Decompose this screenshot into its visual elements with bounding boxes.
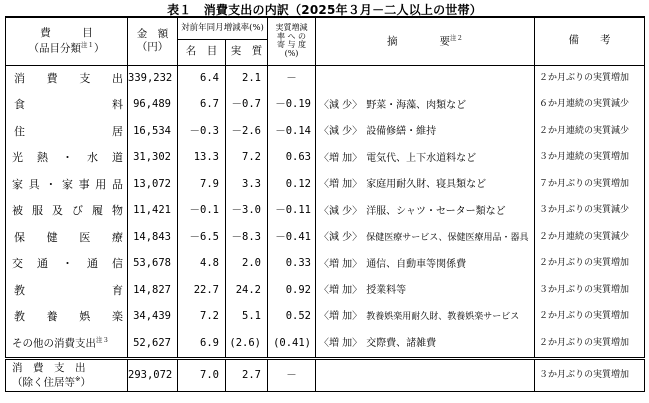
row-item <box>6 251 128 278</box>
row-summary <box>316 331 535 359</box>
row-amount: 339,232 <box>128 65 178 92</box>
row-remark: ３か月ぶりの実質増加 <box>535 278 645 305</box>
row-remark: ２か月連続の実質減少 <box>535 225 645 252</box>
header-contrib-line3: 寄 与 度 <box>276 40 307 50</box>
row-amount: 13,072 <box>128 172 178 199</box>
row-remark: ３か月連続の実質増加 <box>535 145 645 172</box>
row-real: 7.2 <box>226 145 268 172</box>
row-summary <box>316 119 535 146</box>
row-remark: ２か月ぶりの実質増加 <box>535 251 645 278</box>
table-body <box>6 65 645 359</box>
row-summary <box>316 278 535 305</box>
row-remark: ６か月連続の実質減少 <box>535 92 645 119</box>
row-summary-tag: 〈減 少〉 <box>319 205 363 217</box>
row-item <box>6 145 128 172</box>
row-summary-tag: 〈減 少〉 <box>319 231 363 243</box>
header-real: 実 質 <box>226 39 268 65</box>
row-item <box>6 65 128 92</box>
row-item-label: 保 健 医 療 <box>14 230 123 244</box>
header-summary <box>316 17 535 65</box>
row-amount: 34,439 <box>128 304 178 331</box>
row-nominal: －0.1 <box>178 198 226 225</box>
consumption-expenditure-table <box>5 16 645 392</box>
row-amount: 11,421 <box>128 198 178 225</box>
row-amount: 31,302 <box>128 145 178 172</box>
table-row <box>6 331 645 359</box>
row-remark: ２か月ぶりの実質増加 <box>535 304 645 331</box>
table-row <box>6 198 645 225</box>
row-item <box>6 304 128 331</box>
row-contribution: －0.11 <box>268 198 316 225</box>
header-item-close: ） <box>94 42 105 54</box>
row-item <box>6 119 128 146</box>
header-amount-line2: （円） <box>136 41 169 54</box>
row-item <box>6 225 128 252</box>
row-real: 2.0 <box>226 251 268 278</box>
row-real: －2.6 <box>226 119 268 146</box>
total-item-text: （除く住居等 <box>12 376 75 389</box>
table-row <box>6 92 645 119</box>
total-item-line1: 消 費 支 出 <box>12 361 86 374</box>
row-amount: 14,843 <box>128 225 178 252</box>
row-nominal: 7.2 <box>178 304 226 331</box>
row-contribution: 0.33 <box>268 251 316 278</box>
row-item-label: 食 料 <box>14 98 123 112</box>
header-item-text: （品目分類 <box>28 42 81 54</box>
row-nominal: －0.3 <box>178 119 226 146</box>
table-row <box>6 304 645 331</box>
row-summary-text: 通信、自動車等関係費 <box>366 258 467 270</box>
row-contribution: 0.63 <box>268 145 316 172</box>
row-summary-tag: 〈増 加〉 <box>319 152 363 164</box>
row-nominal: 6.9 <box>178 331 226 359</box>
row-item-label: 住 居 <box>14 124 123 138</box>
row-nominal: 6.7 <box>178 92 226 119</box>
row-item-label: 家 具 ・ 家 事 用 品 <box>12 177 123 191</box>
row-summary <box>316 225 535 252</box>
row-summary-tag: 〈減 少〉 <box>319 126 363 138</box>
row-remark: ２か月ぶりの実質増加 <box>535 331 645 359</box>
row-summary <box>316 172 535 199</box>
row-summary-text: 教養娯楽用耐久財、教養娯楽サービス <box>366 312 520 323</box>
row-item <box>6 278 128 305</box>
total-row <box>6 359 645 392</box>
header-remarks: 備 考 <box>535 17 645 65</box>
row-summary-tag: 〈増 加〉 <box>319 311 363 323</box>
total-summary <box>316 359 535 392</box>
total-amount: 293,072 <box>128 359 178 392</box>
table-header <box>6 17 645 65</box>
header-item-line2 <box>6 42 127 55</box>
row-amount: 53,678 <box>128 251 178 278</box>
row-item <box>6 198 128 225</box>
row-summary <box>316 145 535 172</box>
total-remark: ３か月ぶりの実質増加 <box>535 359 645 392</box>
total-real: 2.7 <box>226 359 268 392</box>
header-summary-text: 摘 要 <box>387 35 450 48</box>
row-nominal: 22.7 <box>178 278 226 305</box>
row-summary <box>316 92 535 119</box>
row-real: －3.0 <box>226 198 268 225</box>
row-summary-text: 野菜・海藻、肉類など <box>366 99 467 111</box>
row-remark: ２か月連続の実質減少 <box>535 119 645 146</box>
row-amount: 96,489 <box>128 92 178 119</box>
row-contribution: (0.41) <box>268 331 316 359</box>
row-item-note: 注３ <box>96 336 109 345</box>
row-contribution: － <box>268 65 316 92</box>
row-summary-text: 洋服、シャツ・セーター類など <box>366 205 506 217</box>
table-row <box>6 145 645 172</box>
header-contrib-line2: 率 へ の <box>276 31 307 41</box>
row-summary-text: 授業料等 <box>366 285 407 297</box>
table-title: 表１ 消費支出の内訳（2025年３月－二人以上の世帯） <box>167 3 482 17</box>
row-item <box>6 331 128 359</box>
row-remark: ２か月ぶりの実質増加 <box>535 65 645 92</box>
header-item <box>6 17 128 65</box>
row-item-label: 交 通 ・ 通 信 <box>12 257 123 271</box>
total-item <box>6 359 128 392</box>
row-nominal: 6.4 <box>178 65 226 92</box>
row-real: 5.1 <box>226 304 268 331</box>
header-nominal: 名 目 <box>178 39 226 65</box>
row-summary-tag: 〈増 加〉 <box>319 338 363 350</box>
row-contribution: －0.19 <box>268 92 316 119</box>
row-contribution: －0.41 <box>268 225 316 252</box>
row-real: 24.2 <box>226 278 268 305</box>
row-summary <box>316 251 535 278</box>
header-item-line1: 費 目 <box>40 26 93 39</box>
row-contribution: －0.14 <box>268 119 316 146</box>
row-real: 3.3 <box>226 172 268 199</box>
row-summary-text: 家庭用耐久財、寝具類など <box>366 179 487 191</box>
row-summary <box>316 304 535 331</box>
row-summary-tag: 〈増 加〉 <box>319 258 363 270</box>
row-amount: 52,627 <box>128 331 178 359</box>
table-row <box>6 65 645 92</box>
header-yoy-group: 対前年同月増減率(%) <box>178 17 268 39</box>
table-row <box>6 278 645 305</box>
row-real: －8.3 <box>226 225 268 252</box>
row-summary-text: 設備修繕・維持 <box>366 126 437 138</box>
row-remark: ７か月ぶりの実質増加 <box>535 172 645 199</box>
row-summary-text: 交際費、諸雑費 <box>366 338 437 350</box>
row-amount: 14,827 <box>128 278 178 305</box>
row-item <box>6 172 128 199</box>
row-item-label: 教 育 <box>14 283 123 297</box>
row-summary <box>316 65 535 92</box>
row-item-text: その他の消費支出 <box>12 337 96 350</box>
row-item-label: 被 服 及 び 履 物 <box>12 204 123 218</box>
row-summary-tag: 〈減 少〉 <box>319 99 363 111</box>
row-nominal: －6.5 <box>178 225 226 252</box>
table-row <box>6 225 645 252</box>
row-summary <box>316 198 535 225</box>
table-row <box>6 119 645 146</box>
row-summary-tag: 〈増 加〉 <box>319 179 363 191</box>
row-remark: ３か月ぶりの実質減少 <box>535 198 645 225</box>
total-contribution: － <box>268 359 316 392</box>
total-nominal: 7.0 <box>178 359 226 392</box>
header-summary-note: 注２ <box>450 33 463 42</box>
header-item-note: 注１ <box>81 40 94 49</box>
row-item-label: 消 費 支 出 <box>14 71 123 85</box>
row-summary-tag: 〈増 加〉 <box>319 285 363 297</box>
row-item-label: 教 養 娯 楽 <box>14 310 123 324</box>
header-amount <box>128 17 178 65</box>
row-item <box>6 92 128 119</box>
total-item-line2 <box>12 375 127 390</box>
table-total <box>6 359 645 392</box>
row-summary-text: 電気代、上下水道料など <box>366 152 477 164</box>
table-row <box>6 172 645 199</box>
table-row <box>6 251 645 278</box>
row-nominal: 13.3 <box>178 145 226 172</box>
header-contribution <box>268 17 316 65</box>
row-contribution: 0.52 <box>268 304 316 331</box>
row-nominal: 7.9 <box>178 172 226 199</box>
row-real: －0.7 <box>226 92 268 119</box>
row-summary-text: 保健医療サービス、保健医療用品・器具 <box>366 232 529 243</box>
header-contrib-line1: 実質増減 <box>275 23 308 33</box>
header-amount-line1: 金 額 <box>136 27 169 40</box>
row-contribution: 0.12 <box>268 172 316 199</box>
total-item-note: ※ <box>75 374 81 383</box>
total-item-close: ） <box>80 376 91 389</box>
row-real: (2.6) <box>226 331 268 359</box>
header-contrib-line4: (%) <box>284 48 299 58</box>
row-nominal: 4.8 <box>178 251 226 278</box>
row-contribution: 0.92 <box>268 278 316 305</box>
row-real: 2.1 <box>226 65 268 92</box>
row-amount: 16,534 <box>128 119 178 146</box>
row-item-label: 光 熱 ・ 水 道 <box>12 151 123 165</box>
